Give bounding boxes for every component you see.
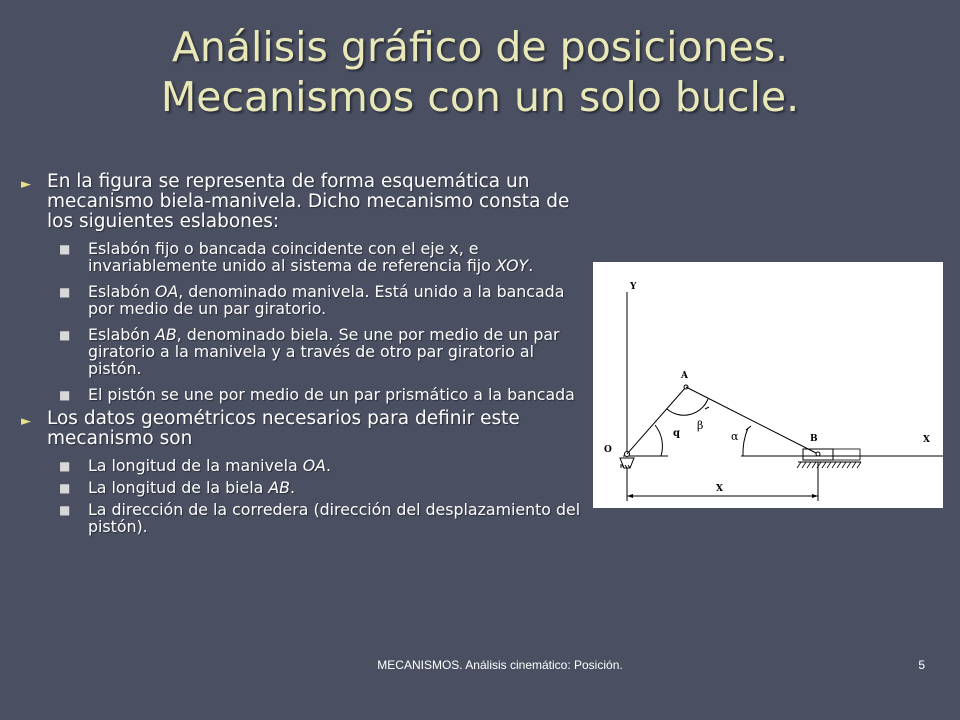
bullet-2-text: Los datos geométricos necesarios para definir este mecanismo son xyxy=(47,408,520,449)
slider-crank-diagram xyxy=(593,262,943,508)
joint-b xyxy=(816,452,820,456)
sub-bullet xyxy=(18,326,588,377)
bullet-1 xyxy=(18,172,588,232)
title-line-1: Análisis gráfico de posiciones. xyxy=(171,23,789,71)
sub-bullet-text: La longitud de la manivela xyxy=(88,456,303,475)
bullet-1-text: En la figura se representa de forma esquemática un mecanismo biela-manivela. Dicho mecanismo consta de los siguientes eslabones: xyxy=(47,171,570,232)
sub-bullet-emphasis: OA xyxy=(155,282,179,301)
crank-oa xyxy=(627,387,686,454)
angle-alpha-arc xyxy=(743,428,748,456)
title-line-2: Mecanismos con un solo bucle. xyxy=(160,73,800,121)
square-bullet-icon: ■ xyxy=(59,388,71,402)
slider-crank-figure xyxy=(593,262,943,508)
sub-bullet-text-end: . xyxy=(325,456,332,475)
sub-bullet-text: La longitud de la biela xyxy=(88,478,269,497)
sub-bullet-emphasis: AB xyxy=(155,325,177,344)
slide-footer: MECANISMOS. Análisis cinemático: Posición. xyxy=(377,658,623,672)
fixed-pivot-o xyxy=(620,458,634,468)
square-bullet-icon: ■ xyxy=(59,285,71,299)
sub-bullet-text: Eslabón fijo o bancada coincidente con el eje x, e invariablemente unido al sistema de referencia fijo xyxy=(88,239,496,275)
sub-bullet-text-end: . xyxy=(528,256,534,275)
page-number: 5 xyxy=(918,658,925,672)
square-bullet-icon: ■ xyxy=(59,328,71,342)
bullet-1-subitems xyxy=(18,240,588,403)
square-bullet-icon: ■ xyxy=(59,503,71,517)
sub-bullet-emphasis: OA xyxy=(302,456,326,475)
label-a: A xyxy=(681,371,688,381)
sub-bullet-emphasis: XOY xyxy=(495,256,529,275)
ground-hatch xyxy=(797,462,861,468)
sub-bullet xyxy=(18,479,588,496)
triangle-bullet-icon: ► xyxy=(21,414,31,429)
rod-ab xyxy=(686,387,818,454)
sub-bullet xyxy=(18,457,588,474)
slide-title xyxy=(20,22,940,122)
bullet-2 xyxy=(18,409,588,449)
label-alpha: α xyxy=(731,430,739,443)
x-axis-label: X xyxy=(923,435,930,445)
dimension-x-label: X xyxy=(716,484,723,494)
triangle-bullet-icon: ► xyxy=(21,177,31,192)
y-axis-label: Y xyxy=(630,282,637,292)
square-bullet-icon: ■ xyxy=(59,481,71,495)
label-b: B xyxy=(810,434,818,444)
sub-bullet-text: El pistón se une por medio de un par prismático a la bancada xyxy=(88,385,575,404)
label-beta: β xyxy=(697,419,704,432)
label-o: O xyxy=(604,445,612,455)
bullet-2-subitems xyxy=(18,457,588,535)
sub-bullet-text: Eslabón xyxy=(88,325,156,344)
sub-bullet-text-end: . xyxy=(289,478,296,497)
sub-bullet xyxy=(18,501,588,535)
sub-bullet-emphasis: AB xyxy=(268,478,290,497)
square-bullet-icon: ■ xyxy=(59,242,71,256)
sub-bullet-text: Eslabón xyxy=(88,282,156,301)
sub-bullet xyxy=(18,283,588,317)
slider-guide xyxy=(833,449,860,460)
angle-q-arc xyxy=(655,425,662,456)
square-bullet-icon: ■ xyxy=(59,459,71,473)
sub-bullet-text-end: , denominado biela. Se une por medio de un par giratorio a la manivela y a través de otro par giratorio al pistón. xyxy=(88,325,560,378)
sub-bullet xyxy=(18,240,588,274)
sub-bullet-text: La dirección de la corredera (dirección del desplazamiento del pistón). xyxy=(88,500,581,536)
sub-bullet-text-end: , denominado manivela. Está unido a la bancada por medio de un par giratorio. xyxy=(88,282,565,318)
label-q: q xyxy=(673,428,680,439)
slide-content xyxy=(18,172,588,541)
sub-bullet xyxy=(18,386,588,403)
